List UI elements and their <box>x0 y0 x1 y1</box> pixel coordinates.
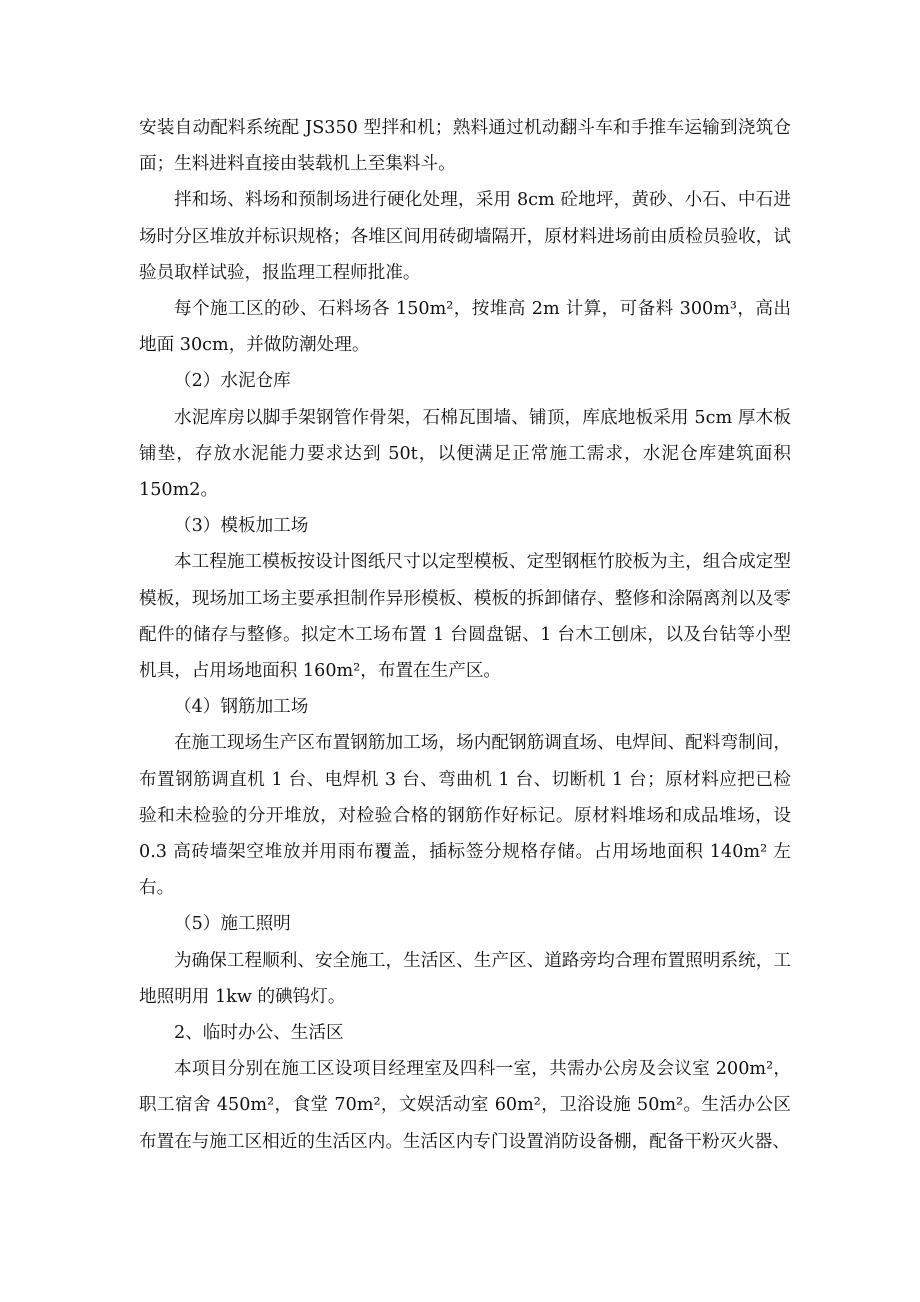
heading-rebar-yard: （4）钢筋加工场 <box>174 697 309 718</box>
heading-temporary-office: 2、临时办公、生活区 <box>174 1023 344 1044</box>
paragraph-construction-lighting: 为确保工程顺利、安全施工，生活区、生产区、道路旁均合理布置照明系统，工地照明用 1kw 的碘钨灯。 <box>139 950 791 1007</box>
paragraph-temporary-office: 本项目分别在施工区设项目经理室及四科一室，共需办公房及会议室 200m²，职工宿舍 450m²，食堂 70m²，文娱活动室 60m²，卫浴设施 50m²。生活办公区布置在与施工区相近的生活区内。生活区内专门设置消防设备棚，配备干粉灭火器、 <box>139 1059 791 1152</box>
paragraph-mixing-system: 安装自动配料系统配 JS350 型拌和机；熟料通过机动翻斗车和手推车运输到浇筑仓面；生料进料直接由装载机上至集料斗。 <box>139 118 791 175</box>
paragraph-cement-warehouse: 水泥库房以脚手架钢管作骨架，石棉瓦围墙、铺顶，库底地板采用 5cm 厚木板铺垫，存放水泥能力要求达到 50t，以便满足正常施工需求，水泥仓库建筑面积 150m2。 <box>139 407 797 501</box>
heading-cement-warehouse: （2）水泥仓库 <box>174 371 291 392</box>
paragraph-rebar-yard: 在施工现场生产区布置钢筋加工场，场内配钢筋调直场、电焊间、配料弯制间，布置钢筋调直机 1 台、电焊机 3 台、弯曲机 1 台、切断机 1 台；原材料应把已检验和未检验的分开堆放，对检验合格的钢筋作好标记。原材料堆场和成品堆场，设 0.3 高砖墙架空堆放并用雨布覆盖，插标签分规格存储。占用场地面积 140m² 左右。 <box>139 733 797 899</box>
paragraph-material-yard: 每个施工区的砂、石料场各 150m²，按堆高 2m 计算，可备料 300m³，高出地面 30cm，并做防潮处理。 <box>139 299 791 356</box>
paragraph-site-hardening: 拌和场、料场和预制场进行硬化处理，采用 8cm 砼地坪，黄砂、小石、中石进场时分区堆放并标识规格；各堆区间用砖砌墙隔开，原材料进场前由质检员验收，试验员取样试验，报监理工程师批准。 <box>139 190 791 283</box>
heading-formwork-yard: （3）模板加工场 <box>174 516 309 537</box>
heading-construction-lighting: （5）施工照明 <box>174 914 291 935</box>
document-body <box>139 110 797 1160</box>
paragraph-formwork-yard: 本工程施工模板按设计图纸尺寸以定型模板、定型钢框竹胶板为主，组合成定型模板，现场加工场主要承担制作异形模板、模板的拆卸储存、整修和涂隔离剂以及零配件的储存与整修。拟定木工场布置 1 台圆盘锯、1 台木工刨床，以及台钻等小型机具，占用场地面积 160m²，布置在生产区。 <box>139 552 791 682</box>
